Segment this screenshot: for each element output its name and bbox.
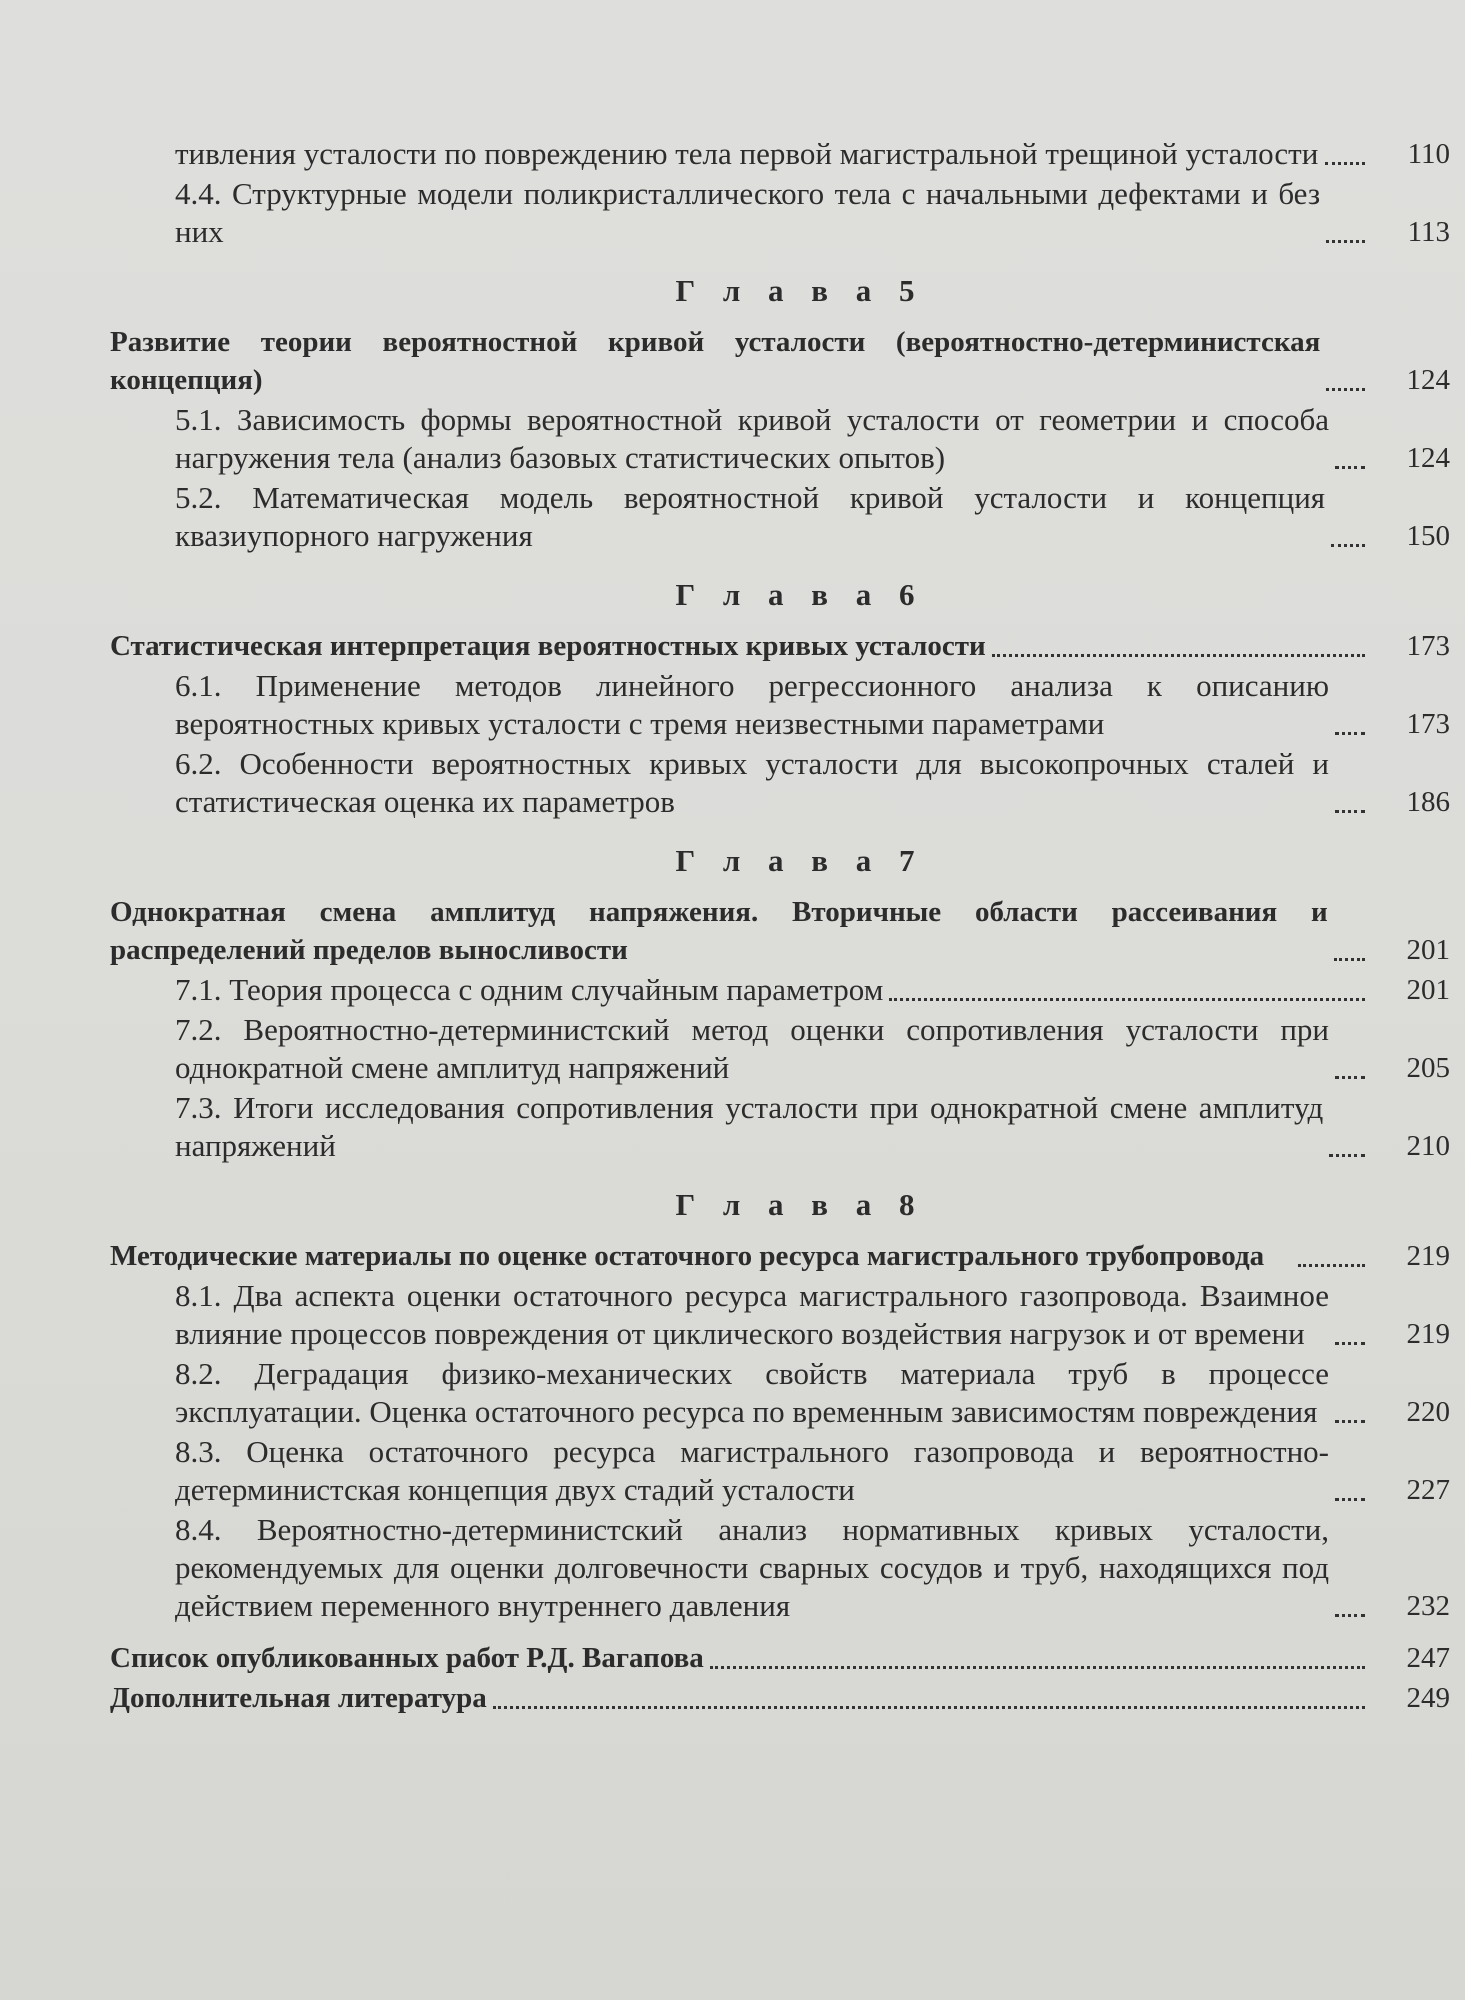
dot-leader	[1326, 388, 1365, 391]
dot-leader	[889, 998, 1365, 1001]
toc-page-number: 173	[1406, 630, 1450, 662]
toc-page-number: 110	[1407, 138, 1450, 170]
toc-entry-text: Однократная смена амплитуд напряжения. Вторичные области рассеивания и распределений пределов выносливости	[110, 896, 1328, 966]
toc-chapter-entry	[110, 893, 1450, 969]
dot-leader	[1334, 958, 1365, 961]
toc-entry-text: Статистическая интерпретация вероятностных кривых усталости	[110, 630, 986, 662]
toc-page-number: 220	[1406, 1396, 1450, 1428]
toc-page-number: 219	[1406, 1318, 1450, 1350]
dot-leader	[1298, 1264, 1365, 1267]
toc-entry	[110, 135, 1450, 173]
toc-chapter-entry	[110, 323, 1450, 399]
chapter-heading: Г л а в а 7	[675, 843, 925, 878]
toc-entry-text: тивления усталости по повреждению тела первой магистральной трещиной усталости	[175, 136, 1319, 171]
toc-entry-text: 8.2. Деградация физико-механических свойств материала труб в процессе эксплуатации. Оценка остаточного ресурса по временным зависимостям повреждения	[175, 1356, 1329, 1429]
toc-entry-text: 7.2. Вероятностно-детерминистский метод оценки сопротивления усталости при однократной смене амплитуд напряжений	[175, 1012, 1329, 1085]
toc-entry-text: Дополнительная литература	[110, 1682, 487, 1714]
dot-leader	[493, 1706, 1365, 1709]
toc-entry-text: Развитие теории вероятностной кривой усталости (вероятностно-детерминистская концепция)	[110, 326, 1321, 396]
dot-leader	[1331, 544, 1365, 547]
toc-entry-text: 6.2. Особенности вероятностных кривых усталости для высокопрочных сталей и статистическая оценка их параметров	[175, 746, 1329, 819]
toc-page-number: 205	[1406, 1052, 1450, 1084]
toc-entry	[110, 401, 1450, 477]
toc-page-number: 210	[1406, 1130, 1450, 1162]
toc-entry-text: 7.1. Теория процесса с одним случайным параметром	[175, 972, 884, 1007]
toc-entry	[110, 1011, 1450, 1087]
dot-leader	[1329, 1154, 1365, 1157]
toc-entry	[110, 175, 1450, 251]
toc-entry-text: 4.4. Структурные модели поликристаллического тела с начальными дефектами и без них	[175, 176, 1321, 249]
chapter-heading: Г л а в а 8	[675, 1187, 925, 1222]
toc-page-number: 201	[1406, 934, 1450, 966]
toc-page-number: 113	[1407, 216, 1450, 248]
dot-leader	[1335, 732, 1365, 735]
toc-entry-text: 8.1. Два аспекта оценки остаточного ресурса магистрального газопровода. Взаимное влияние процессов повреждения от циклического воздействия нагрузок и от времени	[175, 1278, 1329, 1351]
toc-entry	[110, 971, 1450, 1009]
dot-leader	[1326, 240, 1365, 243]
toc-entry	[110, 1355, 1450, 1431]
toc-chapter-entry	[110, 627, 1450, 665]
dot-leader	[1335, 1420, 1365, 1423]
toc-entry	[110, 745, 1450, 821]
toc-entry	[110, 1511, 1450, 1625]
toc-entry	[110, 479, 1450, 555]
dot-leader	[1335, 1498, 1365, 1501]
toc-page-number: 124	[1406, 442, 1450, 474]
toc-page-number: 150	[1406, 520, 1450, 552]
toc-entry	[110, 1277, 1450, 1353]
toc-entry-text: 5.1. Зависимость формы вероятностной кривой усталости от геометрии и способа нагружения тела (анализ базовых статистических опытов)	[175, 402, 1329, 475]
toc-entry	[110, 1433, 1450, 1509]
toc-page-number: 219	[1406, 1240, 1450, 1272]
toc-entry-literature	[110, 1679, 1450, 1717]
toc-entry	[110, 1089, 1450, 1165]
toc-page-number: 201	[1406, 974, 1450, 1006]
toc-page-number: 124	[1406, 364, 1450, 396]
dot-leader	[1335, 810, 1365, 813]
toc-entry-text: 8.3. Оценка остаточного ресурса магистрального газопровода и вероятностно-детерминистская концепция двух стадий усталости	[175, 1434, 1329, 1507]
dot-leader	[992, 654, 1365, 657]
toc-entry-text: 7.3. Итоги исследования сопротивления усталости при однократной смене амплитуд напряжений	[175, 1090, 1324, 1163]
toc-page-number: 227	[1406, 1474, 1450, 1506]
toc-page-number: 186	[1406, 786, 1450, 818]
dot-leader	[710, 1666, 1365, 1669]
dot-leader	[1335, 1342, 1365, 1345]
dot-leader	[1325, 162, 1365, 165]
toc-page-number: 247	[1406, 1642, 1450, 1674]
chapter-heading: Г л а в а 6	[675, 577, 925, 612]
toc-entry-publications	[110, 1639, 1450, 1677]
toc-entry-text: Методические материалы по оценке остаточного ресурса магистрального трубопровода	[110, 1240, 1265, 1272]
table-of-contents	[110, 135, 1450, 1719]
toc-page-number: 249	[1406, 1682, 1450, 1714]
dot-leader	[1335, 1076, 1365, 1079]
toc-chapter-entry	[110, 1237, 1450, 1275]
toc-page-number: 173	[1406, 708, 1450, 740]
toc-entry-text: 8.4. Вероятностно-детерминистский анализ нормативных кривых усталости, рекомендуемых для оценки долговечности сварных сосудов и труб, находящихся под действием переменного внутреннего давления	[175, 1512, 1329, 1623]
toc-entry-text: 5.2. Математическая модель вероятностной кривой усталости и концепция квазиупорного нагружения	[175, 480, 1326, 553]
dot-leader	[1335, 466, 1365, 469]
toc-page-number: 232	[1406, 1590, 1450, 1622]
chapter-heading: Г л а в а 5	[675, 273, 925, 308]
toc-entry	[110, 667, 1450, 743]
dot-leader	[1335, 1614, 1365, 1617]
toc-entry-text: 6.1. Применение методов линейного регрессионного анализа к описанию вероятностных кривых усталости с тремя неизвестными параметрами	[175, 668, 1329, 741]
toc-entry-text: Список опубликованных работ Р.Д. Вагапова	[110, 1642, 704, 1674]
